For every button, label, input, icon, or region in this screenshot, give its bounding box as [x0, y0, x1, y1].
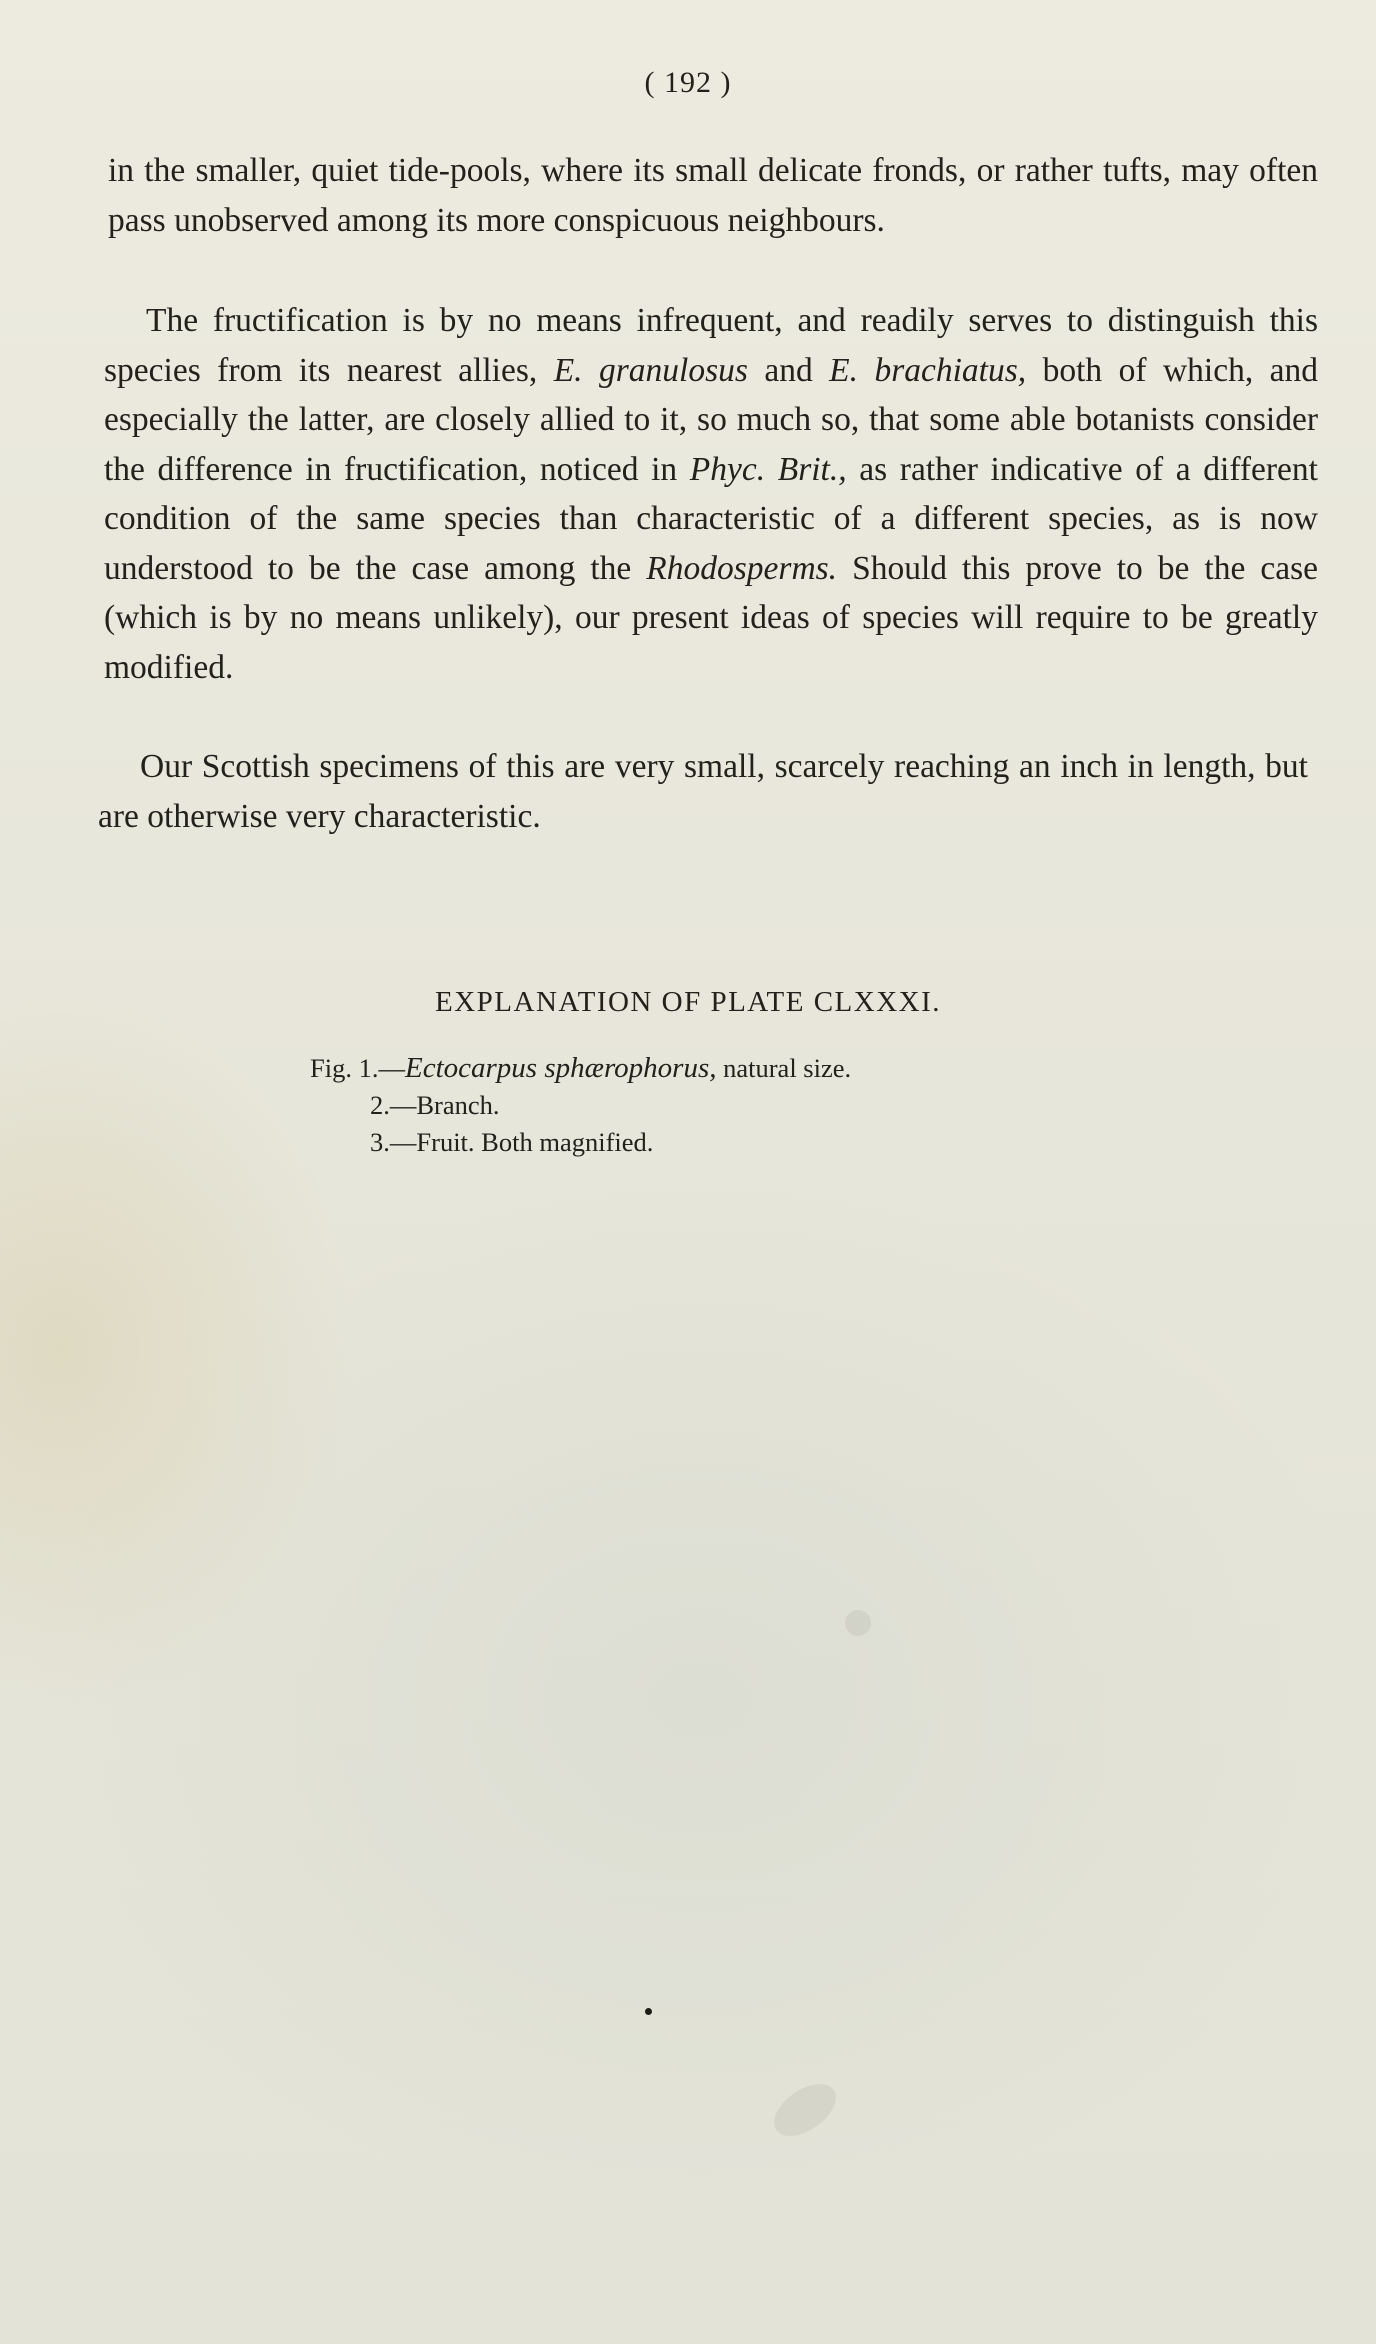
paper-stain [845, 1610, 871, 1636]
paragraph-tide-pools [108, 146, 1318, 245]
text-run: and [747, 351, 830, 389]
text-run: Should this prove to be the case (which is by no means unlikely), our present ideas of species will require to be greatly modified. [104, 549, 1318, 686]
plate-explanation-title: EXPLANATION OF PLATE CLXXXI. [435, 986, 941, 1018]
figure-label: Fig. 1.— [310, 1053, 405, 1083]
species-name-granulosus: E. granulosus [553, 351, 748, 389]
ink-dot [645, 2008, 652, 2015]
figure-label: 3.—Fruit. Both magnified. [370, 1127, 654, 1157]
text-run: as rather indicative of a different condition of the same species than characteristic of a different species, as is now understood to be the case among the [104, 450, 1318, 587]
text-run: The fructification is by no means infrequent, and readily serves to distinguish this species from its nearest allies, [104, 302, 1318, 389]
species-name-sphaerophorus: Ectocarpus sphærophorus, [404, 1052, 717, 1084]
group-name-rhodosperms: Rhodosperms. [646, 549, 838, 587]
text-run: both of which, and especially the latter, are closely allied to it, so much so, that some able botanists consider the difference in fructification, noticed in [104, 351, 1319, 488]
paragraph-text: in the smaller, quiet tide-pools, where its small delicate fronds, or rather tufts, may often pass unobserved among its more conspicuous neighbours. [108, 152, 1318, 239]
paragraph-text: Our Scottish specimens of this are very small, scarcely reaching an inch in length, but are otherwise very characteristic. [98, 748, 1308, 835]
figure-item-2 [310, 1087, 851, 1124]
species-name-brachiatus: E. brachiatus, [829, 351, 1027, 389]
paragraph-fructification [104, 296, 1318, 692]
figure-label: 2.—Branch. [370, 1090, 500, 1120]
figure-item-1 [310, 1050, 851, 1087]
paragraph-scottish-specimens [98, 742, 1308, 841]
reference-phyc-brit: Phyc. Brit., [689, 450, 847, 488]
figure-item-3 [310, 1124, 851, 1161]
figure-caption: natural size. [716, 1053, 852, 1083]
figure-list [310, 1050, 851, 1161]
paper-stain [765, 2074, 845, 2147]
page-number: ( 192 ) [644, 66, 732, 99]
